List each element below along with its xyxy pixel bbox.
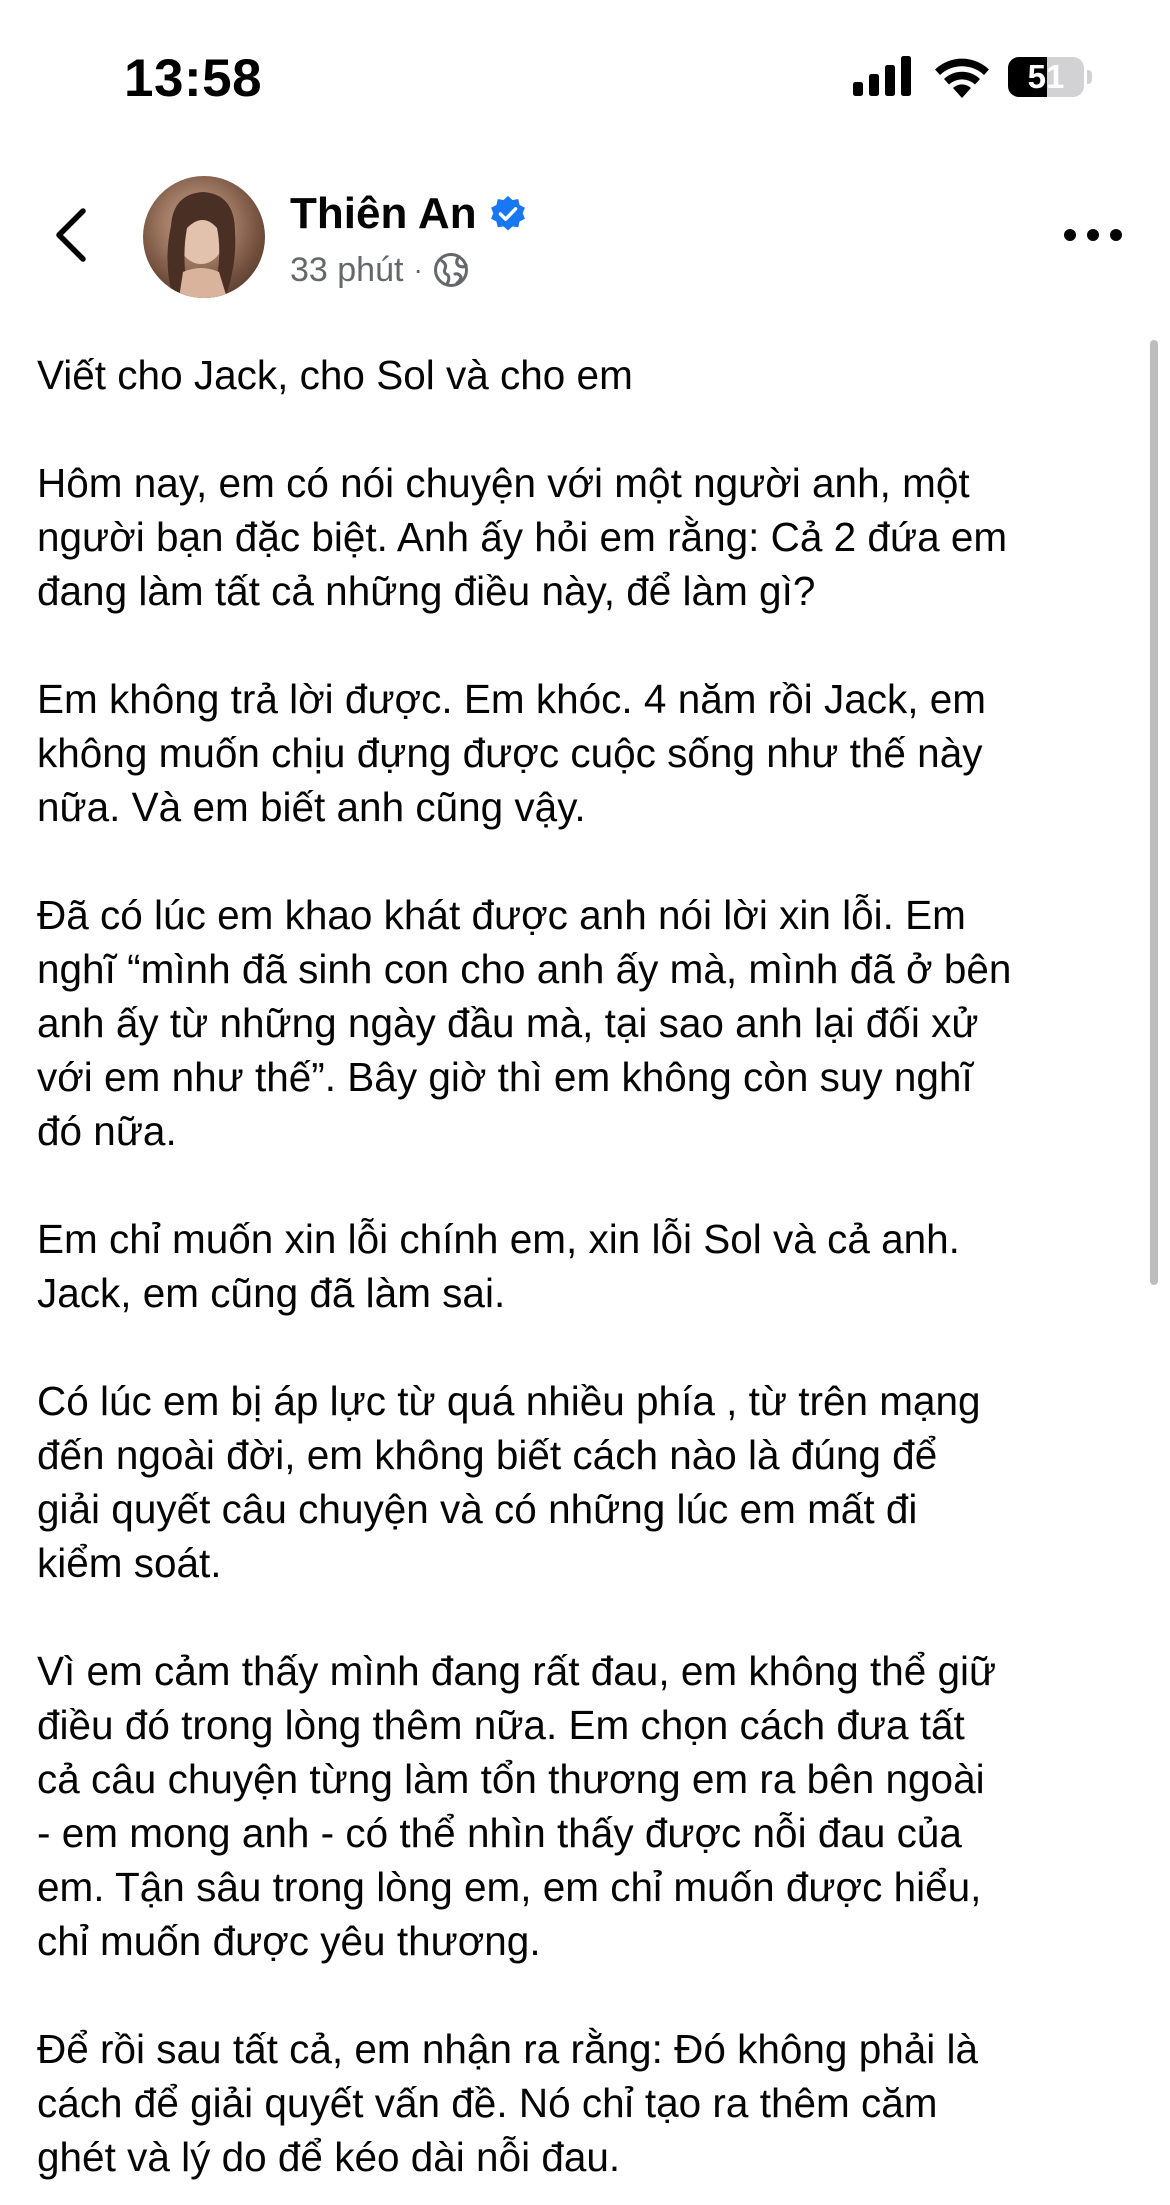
post-text-line: không muốn chịu đựng được cuộc sống như thế này: [37, 730, 983, 776]
post-text-line: nữa. Và em biết anh cũng vậy.: [37, 784, 586, 830]
post-text-line: đó nữa.: [37, 1108, 177, 1154]
post-text-line: kiểm soát.: [37, 1540, 222, 1586]
post-text-line: Jack, em cũng đã làm sai.: [37, 1270, 506, 1316]
post-text-line: Vì em cảm thấy mình đang rất đau, em không thể giữ: [37, 1648, 997, 1694]
post-text-line: đang làm tất cả những điều này, để làm gì?: [37, 568, 816, 614]
author-name-row: [290, 184, 527, 244]
battery-percentage: 51: [1027, 58, 1065, 95]
status-bar: [0, 0, 1170, 150]
post-text-line: người bạn đặc biệt. Anh ấy hỏi em rằng: Cả 2 đứa em: [37, 514, 1008, 560]
post-meta: [290, 248, 469, 292]
post-text-line: Viết cho Jack, cho Sol và cho em: [37, 352, 633, 398]
post-paragraph: [37, 1644, 1127, 1968]
post-text-line: Hôm nay, em có nói chuyện với một người anh, một: [37, 460, 970, 506]
post-text-line: nghĩ “mình đã sinh con cho anh ấy mà, mình đã ở bên: [37, 946, 1012, 992]
post-text-line: cả câu chuyện từng làm tổn thương em ra bên ngoài: [37, 1756, 985, 1802]
more-options-button[interactable]: [1058, 215, 1128, 255]
back-chevron-icon: [53, 207, 87, 263]
verified-badge-icon: [489, 195, 527, 233]
post-body: [37, 348, 1127, 2205]
signal-icon: [853, 56, 913, 96]
battery-icon: [1008, 57, 1090, 97]
avatar[interactable]: [143, 176, 265, 298]
back-button[interactable]: [40, 200, 100, 270]
post-text-line: ghét và lý do để kéo dài nỗi đau.: [37, 2134, 621, 2180]
meta-separator: ·: [413, 254, 423, 285]
post-paragraph: [37, 2022, 1127, 2184]
post-text-line: điều đó trong lòng thêm nữa. Em chọn cách đưa tất: [37, 1702, 965, 1748]
status-time: 13:58: [124, 49, 263, 108]
post-paragraph: [37, 672, 1127, 834]
post-text-line: giải quyết câu chuyện và có những lúc em mất đi: [37, 1486, 918, 1532]
post-text-line: Em không trả lời được. Em khóc. 4 năm rồi Jack, em: [37, 676, 987, 722]
post-text-line: anh ấy từ những ngày đầu mà, tại sao anh lại đối xử: [37, 1000, 979, 1046]
author-name[interactable]: Thiên An: [290, 189, 477, 238]
scrollbar[interactable]: [1150, 340, 1158, 1285]
post-text-line: Để rồi sau tất cả, em nhận ra rằng: Đó không phải là: [37, 2026, 979, 2072]
wifi-icon: [933, 54, 991, 98]
globe-icon[interactable]: [433, 252, 469, 288]
more-dots-icon: [1063, 228, 1123, 242]
post-header: [0, 160, 1170, 310]
avatar-photo: [143, 176, 265, 298]
post-paragraph: [37, 1212, 1127, 1320]
post-text-line: em. Tận sâu trong lòng em, em chỉ muốn được hiểu,: [37, 1864, 982, 1910]
post-text-line: - em mong anh - có thể nhìn thấy được nỗi đau của: [37, 1810, 962, 1856]
post-paragraph: [37, 456, 1127, 618]
post-text-line: Đã có lúc em khao khát được anh nói lời xin lỗi. Em: [37, 892, 966, 938]
post-text-line: cách để giải quyết vấn đề. Nó chỉ tạo ra thêm căm: [37, 2080, 938, 2126]
post-text-line: đến ngoài đời, em không biết cách nào là đúng để: [37, 1432, 938, 1478]
post-paragraph: [37, 348, 1127, 402]
post-text-line: Em chỉ muốn xin lỗi chính em, xin lỗi Sol và cả anh.: [37, 1216, 960, 1262]
post-paragraph: [37, 888, 1127, 1158]
post-time[interactable]: 33 phút: [290, 250, 404, 289]
post-text-line: chỉ muốn được yêu thương.: [37, 1918, 541, 1964]
post-paragraph: [37, 1374, 1127, 1590]
post-text-line: Có lúc em bị áp lực từ quá nhiều phía , từ trên mạng: [37, 1378, 981, 1424]
post-text-line: với em như thế”. Bây giờ thì em không còn suy nghĩ: [37, 1054, 973, 1100]
